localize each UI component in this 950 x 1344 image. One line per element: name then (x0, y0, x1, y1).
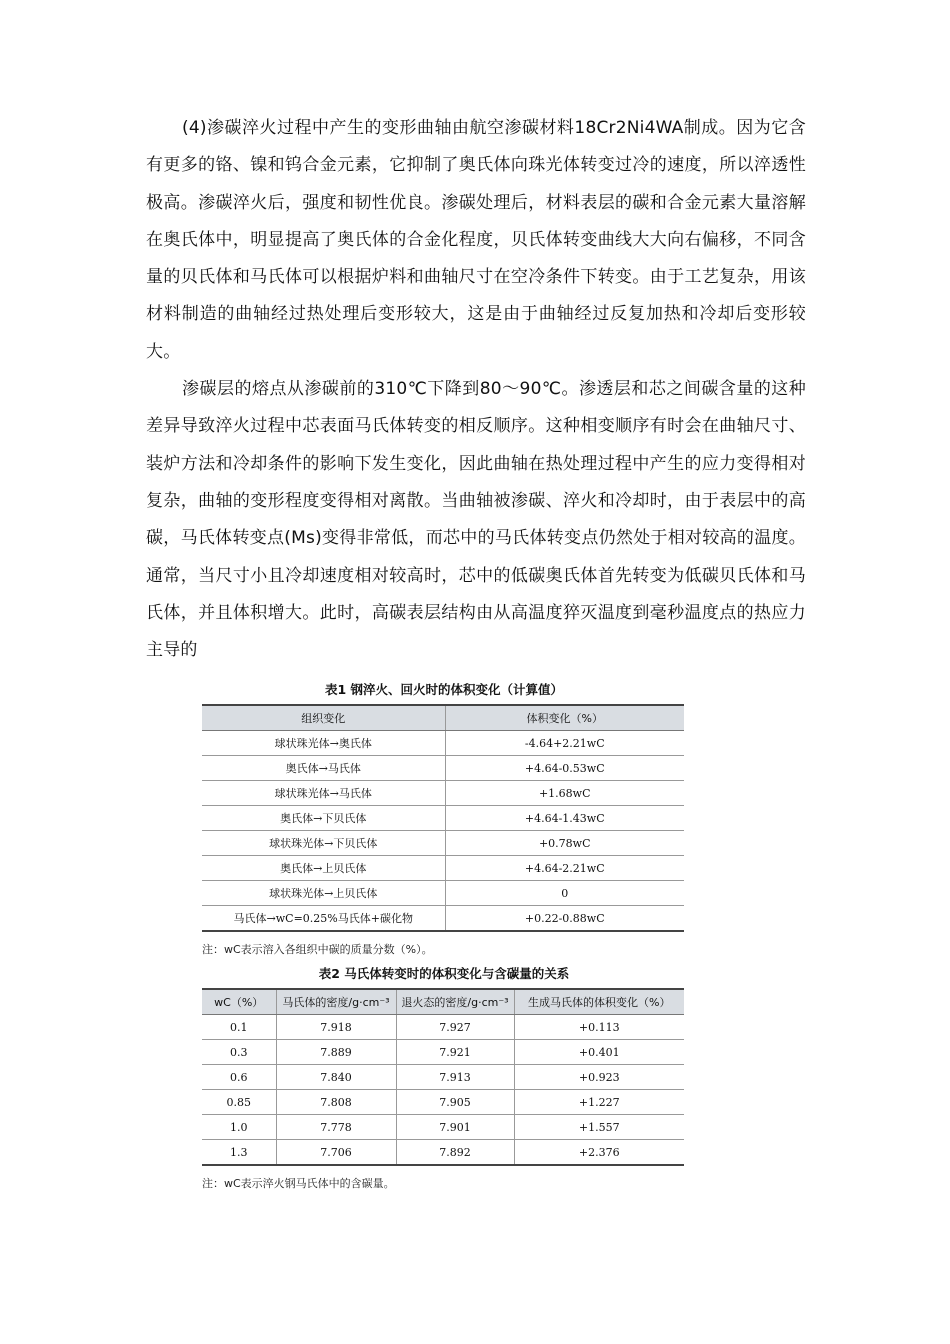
table-row (202, 881, 684, 906)
table-cell: 7.905 (396, 1090, 514, 1115)
table-cell: -4.64+2.21wC (445, 731, 684, 756)
table1-header-cell: 体积变化（%） (445, 705, 684, 731)
table1-header-row (202, 705, 684, 731)
table-cell: +4.64-1.43wC (445, 806, 684, 831)
table-cell: 球状珠光体→奥氏体 (202, 731, 445, 756)
table-cell: +4.64-2.21wC (445, 856, 684, 881)
table-cell: +1.227 (514, 1090, 684, 1115)
table-cell: 7.778 (276, 1115, 396, 1140)
table-row (202, 1015, 684, 1040)
table-cell: +0.401 (514, 1040, 684, 1065)
table-cell: 7.921 (396, 1040, 514, 1065)
table-cell: 7.913 (396, 1065, 514, 1090)
table-cell: 7.927 (396, 1015, 514, 1040)
table-cell: +0.923 (514, 1065, 684, 1090)
table-cell: 1.0 (202, 1115, 276, 1140)
table2-header-row (202, 989, 684, 1015)
table2 (202, 988, 684, 1166)
paragraph-1: (4)渗碳淬火过程中产生的变形曲轴由航空渗碳材料18Cr2Ni4WA制成。因为它含有更多的铬、镍和钨合金元素，它抑制了奥氏体向珠光体转变过冷的速度，所以淬透性极高。渗碳淬火后，强度和韧性优良。渗碳处理后，材料表层的碳和合金元素大量溶解在奥氏体中，明显提高了奥氏体的合金化程度，贝氏体转变曲线大大向右偏移，不同含量的贝氏体和马氏体可以根据炉料和曲轴尺寸在空冷条件下转变。由于工艺复杂，用该材料制造的曲轴经过热处理后变形较大，这是由于曲轴经过反复加热和冷却后变形较大。 (146, 118, 806, 362)
paragraph-2: 渗碳层的熔点从渗碳前的310℃下降到80～90℃。渗透层和芯之间碳含量的这种差异导致淬火过程中芯表面马氏体转变的相反顺序。这种相变顺序有时会在曲轴尺寸、装炉方法和冷却条件的影响下发生变化，因此曲轴在热处理过程中产生的应力变得相对复杂，曲轴的变形程度变得相对离散。当曲轴被渗碳、淬火和冷却时，由于表层中的高碳，马氏体转变点(Ms)变得非常低，而芯中的马氏体转变点仍然处于相对较高的温度。通常，当尺寸小且冷却速度相对较高时，芯中的低碳奥氏体首先转变为低碳贝氏体和马氏体，并且体积增大。此时，高碳表层结构由从高温度猝灭温度到毫秒温度点的热应力主导的 (146, 379, 806, 661)
table1 (202, 704, 684, 932)
table2-note: 注：wC表示淬火钢马氏体中的含碳量。 (202, 1177, 395, 1190)
table-cell: 奥氏体→上贝氏体 (202, 856, 445, 881)
table-row (202, 731, 684, 756)
table-row (202, 831, 684, 856)
table-cell: +0.22-0.88wC (445, 906, 684, 932)
table-cell: 球状珠光体→马氏体 (202, 781, 445, 806)
table-cell: 0.1 (202, 1015, 276, 1040)
table-cell: 7.840 (276, 1065, 396, 1090)
table-row (202, 806, 684, 831)
table-row (202, 1090, 684, 1115)
table-row (202, 1140, 684, 1166)
table-cell: 奥氏体→马氏体 (202, 756, 445, 781)
table1-caption: 表1 钢淬火、回火时的体积变化（计算值） (324, 682, 564, 697)
table-cell: +0.78wC (445, 831, 684, 856)
table-cell: 球状珠光体→上贝氏体 (202, 881, 445, 906)
table-cell: 球状珠光体→下贝氏体 (202, 831, 445, 856)
table-cell: 7.892 (396, 1140, 514, 1166)
table-cell: 0.85 (202, 1090, 276, 1115)
table-cell: 0.3 (202, 1040, 276, 1065)
table1-header-cell: 组织变化 (202, 705, 445, 731)
table-row (202, 856, 684, 881)
table-row (202, 756, 684, 781)
table-cell: 7.901 (396, 1115, 514, 1140)
table-row (202, 1115, 684, 1140)
table-cell: 马氏体→wC=0.25%马氏体+碳化物 (202, 906, 445, 932)
table2-header-cell: 退火态的密度/g·cm⁻³ (396, 989, 514, 1015)
table-cell: +1.557 (514, 1115, 684, 1140)
table-cell: 7.706 (276, 1140, 396, 1166)
table-cell: 0 (445, 881, 684, 906)
table-cell: +1.68wC (445, 781, 684, 806)
table1-note: 注：wC表示溶入各组织中碳的质量分数（%）。 (202, 943, 433, 956)
table2-header-cell: 马氏体的密度/g·cm⁻³ (276, 989, 396, 1015)
tables-figure (202, 678, 686, 1196)
body-text (146, 110, 806, 669)
table-cell: +0.113 (514, 1015, 684, 1040)
table-cell: 1.3 (202, 1140, 276, 1166)
table-row (202, 781, 684, 806)
table-cell: +2.376 (514, 1140, 684, 1166)
table-cell: 奥氏体→下贝氏体 (202, 806, 445, 831)
table-cell: 7.889 (276, 1040, 396, 1065)
table2-header-cell: 生成马氏体的体积变化（%） (514, 989, 684, 1015)
table2-caption: 表2 马氏体转变时的体积变化与含碳量的关系 (318, 966, 570, 981)
table-cell: 7.918 (276, 1015, 396, 1040)
table-cell: 0.6 (202, 1065, 276, 1090)
table-row (202, 1065, 684, 1090)
table2-header-cell: wC（%） (202, 989, 276, 1015)
table-row (202, 1040, 684, 1065)
table-cell: +4.64-0.53wC (445, 756, 684, 781)
table-row (202, 906, 684, 932)
table-cell: 7.808 (276, 1090, 396, 1115)
